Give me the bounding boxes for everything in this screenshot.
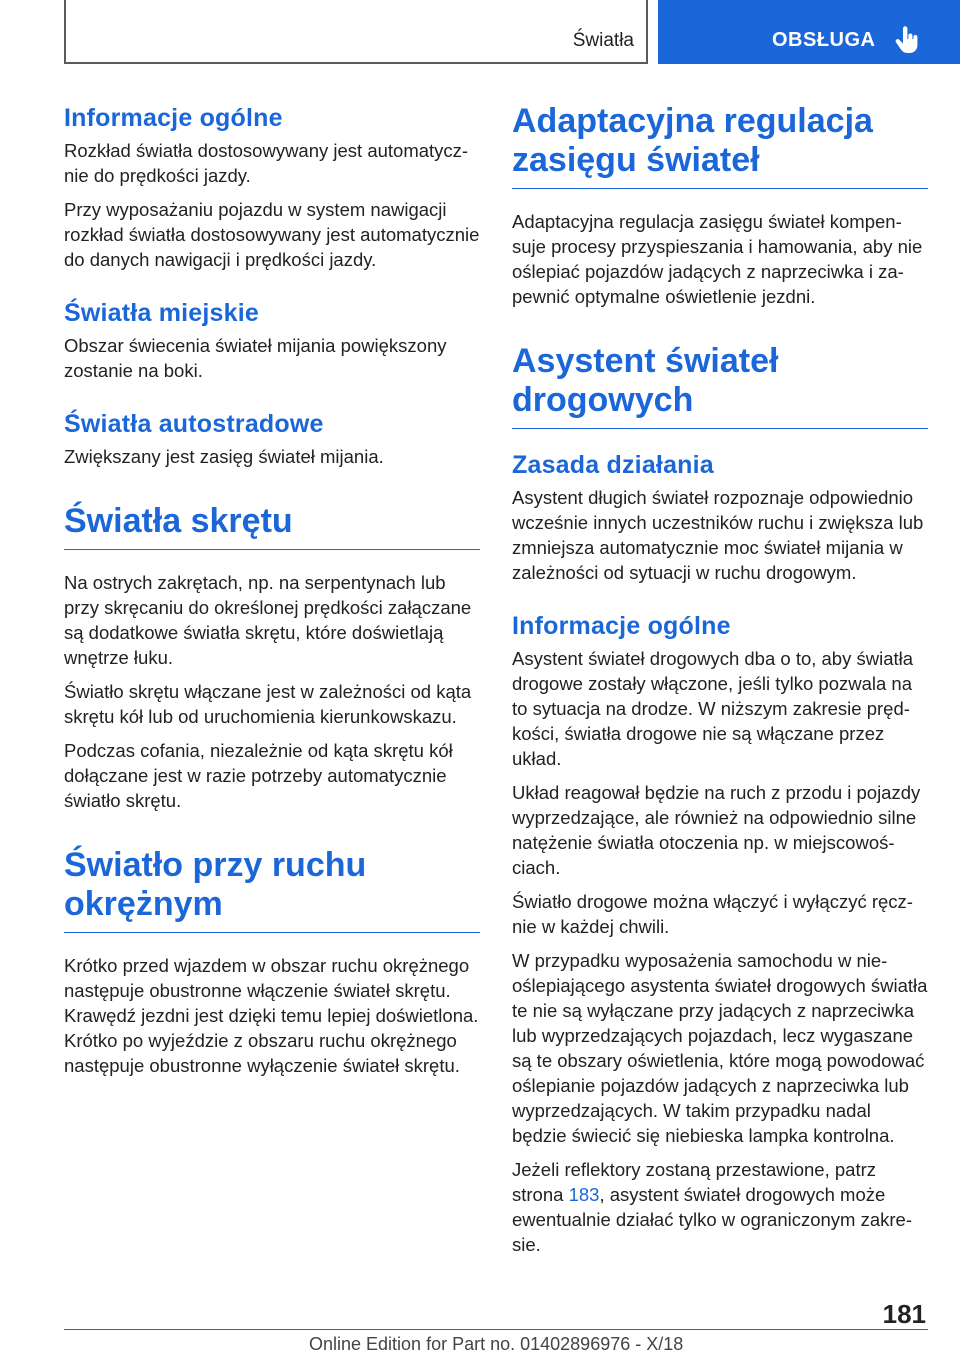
paragraph: Krótko przed wjazdem w obszar ruchu okrężnego następuje obustronne włączenie świateł skrętu. Krawędź jezdni jest dzięki temu lepiej doświetlona. Krótko po wyjeździe z obszaru ruchu okrężnego następuje obustronne wyłączenie świateł skrętu. — [64, 955, 479, 1076]
left-column — [64, 102, 480, 1087]
heading-swiatla-miejskie: Światła miejskie — [64, 299, 259, 327]
heading-informacje-ogolne: Informacje ogólne — [64, 104, 283, 132]
paragraph: Adaptacyjna regulacja zasięgu świateł kompensuje procesy przyspieszania i hamowania, aby nie oślepiać pojazdów jadących z naprzeciwka i zapewnić optymalne oświetlenie jezdni. — [512, 211, 923, 307]
paragraph: Asystent świateł drogowych dba o to, aby światła drogowe zostały włączone, jeśli tylko pozwala na to sytuacja na drodze. W niższym zakresie prędkości, światła drogowe nie są włączane przez układ. — [512, 648, 914, 769]
paragraph: Układ reagował będzie na ruch z przodu i pojazdy wyprzedzające, ale również na odpowiednio silne natężenie światła otoczenia np. w miejscowościach. — [512, 782, 921, 878]
heading-informacje-ogolne-2: Informacje ogólne — [512, 612, 731, 640]
paragraph-text: Jeżeli reflektory zostaną przestawione, patrz strona — [512, 1159, 877, 1205]
heading-swiatla-skretu: Światła skrętu — [64, 502, 480, 550]
heading-swiatlo-przy-ruchu-okreznym: Światło przy ruchu okrężnym — [64, 846, 480, 933]
paragraph: Podczas cofania, niezależnie od kąta skrętu kół dołączane jest w razie potrzeby automatycznie światło skrętu. — [64, 740, 453, 811]
header-chapter-tab[interactable] — [658, 0, 960, 64]
footer-divider — [64, 1329, 928, 1330]
paragraph: Światło skrętu włączane jest w zależności od kąta skrętu kół lub od uruchomienia kierunkowskazu. — [64, 681, 472, 727]
header-section-box — [64, 0, 648, 64]
right-column — [512, 102, 928, 1266]
paragraph: Asystent długich świateł rozpoznaje odpowiednio wcześnie innych uczestników ruchu i zwiększa lub zmniejsza automatycznie moc świateł mijania w zależności od sytuacji w ruchu drogowym. — [512, 487, 924, 583]
heading-asystent-swiatel-drogowych: Asystent świateł drogowych — [512, 342, 928, 429]
paragraph: Na ostrych zakrętach, np. na serpentynach lub przy skręcaniu do określonej prędkości załączane są dodatkowe światła skrętu, które doświetlają wnętrze łuku. — [64, 572, 472, 668]
header-chapter-title: OBSŁUGA — [772, 29, 876, 51]
paragraph: Obszar świecenia świateł mijania powiększony zostanie na boki. — [64, 335, 447, 381]
paragraph: Światło drogowe można włączyć i wyłączyć ręcznie w każdej chwili. — [512, 891, 913, 937]
heading-zasada-dzialania: Zasada działania — [512, 451, 714, 479]
hand-pointer-icon — [894, 26, 920, 54]
heading-swiatla-autostradowe: Światła autostradowe — [64, 410, 324, 438]
header-section-title: Światła — [572, 30, 634, 51]
paragraph: Rozkład światła dostosowywany jest automatycznie do prędkości jazdy. — [64, 140, 469, 186]
page-reference-link[interactable]: 183 — [568, 1184, 600, 1205]
paragraph-text: , asystent świateł drogowych może ewentualnie działać tylko w ograniczonym zakresie. — [512, 1184, 913, 1255]
paragraph: W przypadku wyposażenia samochodu w nieoślepiającego asystenta świateł drogowych światła te nie są wyłączane przy jadących z naprzeciwka lub wyprzedzających pojazdach, lecz wygaszane są te obszary oświetlenia, które mogą powodować oślepianie pojazdów jadących z naprzeciwka lub wyprzedzających. W takim przypadku nadal będzie świecić się niebieska lampka kontrolna. — [512, 950, 928, 1146]
page-number: 181 — [882, 1299, 926, 1329]
paragraph-with-link — [512, 1157, 928, 1257]
footer-edition: Online Edition for Part no. 01402896976 - X/18 — [309, 1334, 684, 1354]
paragraph: Zwiększany jest zasięg świateł mijania. — [64, 446, 384, 467]
heading-adaptacyjna-regulacja: Adaptacyjna regulacja zasięgu świateł — [512, 102, 928, 189]
paragraph: Przy wyposażaniu pojazdu w system nawigacji rozkład światła dostosowywany jest automatycznie do danych nawigacji i prędkości jazdy. — [64, 199, 480, 270]
